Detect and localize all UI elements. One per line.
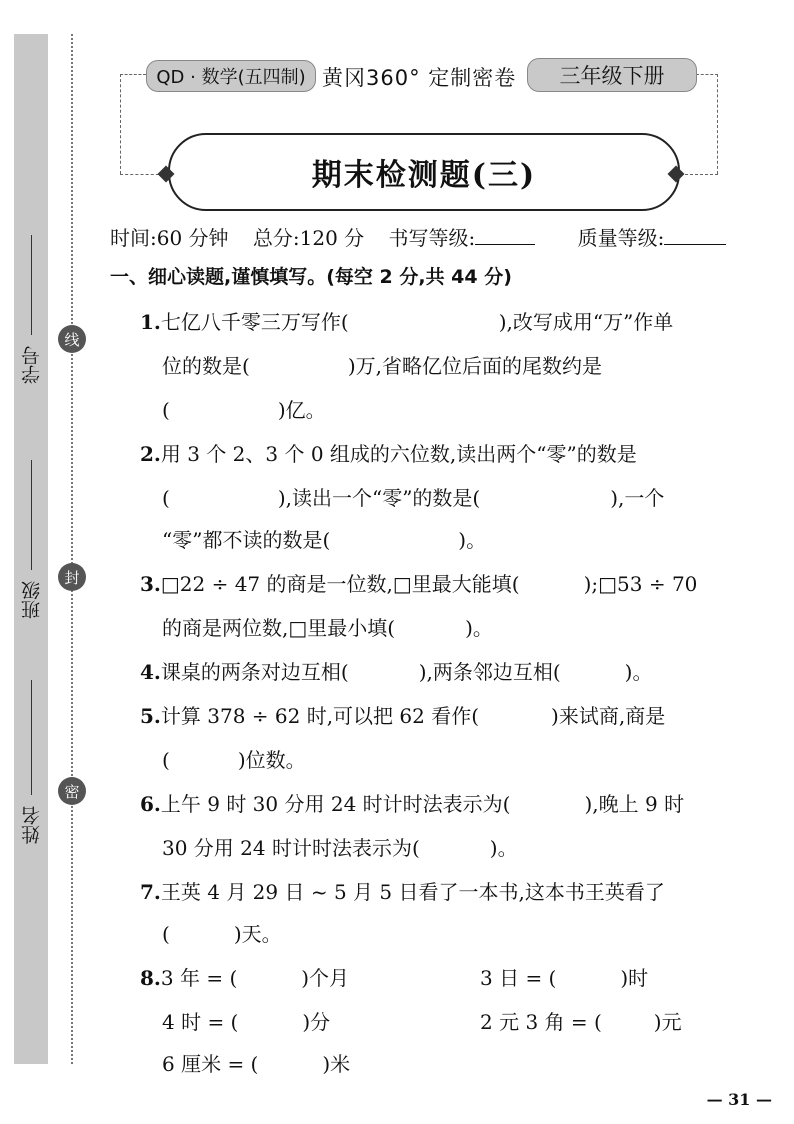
- section-heading: 一、细心读题,谨慎填写。(每空 2 分,共 44 分): [110, 266, 512, 288]
- seal-line-icon: 线: [58, 325, 86, 353]
- question-5: 5.计算 378 ÷ 62 时,可以把 62 看作( )来试商,商是: [140, 704, 666, 728]
- header-dash-right-bottom: [680, 174, 718, 175]
- quality-grade-blank[interactable]: [664, 226, 726, 245]
- question-1-line2: 位的数是( )万,省略亿位后面的尾数约是: [162, 354, 602, 378]
- question-1: 1.七亿八千零三万写作( ),改写成用“万”作单: [140, 310, 674, 334]
- header-dash-right-vert: [717, 74, 718, 174]
- question-8-e: 6 厘米 = ( )米: [162, 1052, 351, 1076]
- question-3-line2: 的商是两位数,□里最小填( )。: [162, 616, 493, 640]
- student-id-label: 学号: [21, 346, 43, 384]
- question-8-b: 3 日 = ( )时: [480, 966, 649, 990]
- question-4: 4.课桌的两条对边互相( ),两条邻边互相( )。: [140, 660, 653, 684]
- question-6: 6.上午 9 时 30 分用 24 时计时法表示为( ),晚上 9 时: [140, 792, 685, 816]
- question-2: 2.用 3 个 2、3 个 0 组成的六位数,读出两个“零”的数是: [140, 442, 637, 466]
- question-1-line3: ( )亿。: [162, 398, 326, 422]
- cut-line: [71, 34, 73, 1064]
- writing-grade-blank[interactable]: [475, 226, 535, 245]
- question-3: 3.□22 ÷ 47 的商是一位数,□里最大能填( );□53 ÷ 70: [140, 572, 698, 596]
- question-5-line2: ( )位数。: [162, 748, 306, 772]
- series-title: 黄冈360° 定制密卷: [322, 66, 517, 90]
- header-dash-left-vert: [120, 74, 121, 174]
- seal-seal-icon: 封: [58, 563, 86, 591]
- name-label: 姓名: [21, 806, 43, 844]
- question-8: 8.3 年 = ( )个月: [140, 966, 350, 990]
- page-number: — 31 —: [706, 1090, 772, 1109]
- time-info: 时间:60 分钟: [110, 226, 229, 250]
- exam-meta: [110, 222, 762, 251]
- writing-grade: 书写等级:: [389, 226, 554, 250]
- class-line: [31, 460, 32, 570]
- class-label: 班级: [21, 581, 43, 619]
- exam-title: 期末检测题(三): [168, 133, 680, 211]
- subject-badge: QD · 数学(五四制): [146, 60, 316, 92]
- question-6-line2: 30 分用 24 时计时法表示为( )。: [162, 836, 518, 860]
- student-id-line: [31, 235, 32, 335]
- question-7-line2: ( )天。: [162, 922, 282, 946]
- question-2-line3: “零”都不读的数是( )。: [162, 528, 487, 552]
- seal-secret-icon: 密: [58, 777, 86, 805]
- question-8-d: 2 元 3 角 = ( )元: [480, 1010, 682, 1034]
- score-info: 总分:120 分: [252, 226, 365, 250]
- quality-grade: 质量等级:: [578, 226, 745, 250]
- name-line: [31, 680, 32, 795]
- header-dash-left: [120, 74, 146, 75]
- question-8-c: 4 时 = ( )分: [162, 1010, 331, 1034]
- question-7: 7.王英 4 月 29 日 ~ 5 月 5 日看了一本书,这本书王英看了: [140, 880, 665, 904]
- question-2-line2: ( ),读出一个“零”的数是( ),一个: [162, 486, 665, 510]
- grade-badge: 三年级下册: [527, 58, 697, 92]
- header-dash-right: [696, 74, 718, 75]
